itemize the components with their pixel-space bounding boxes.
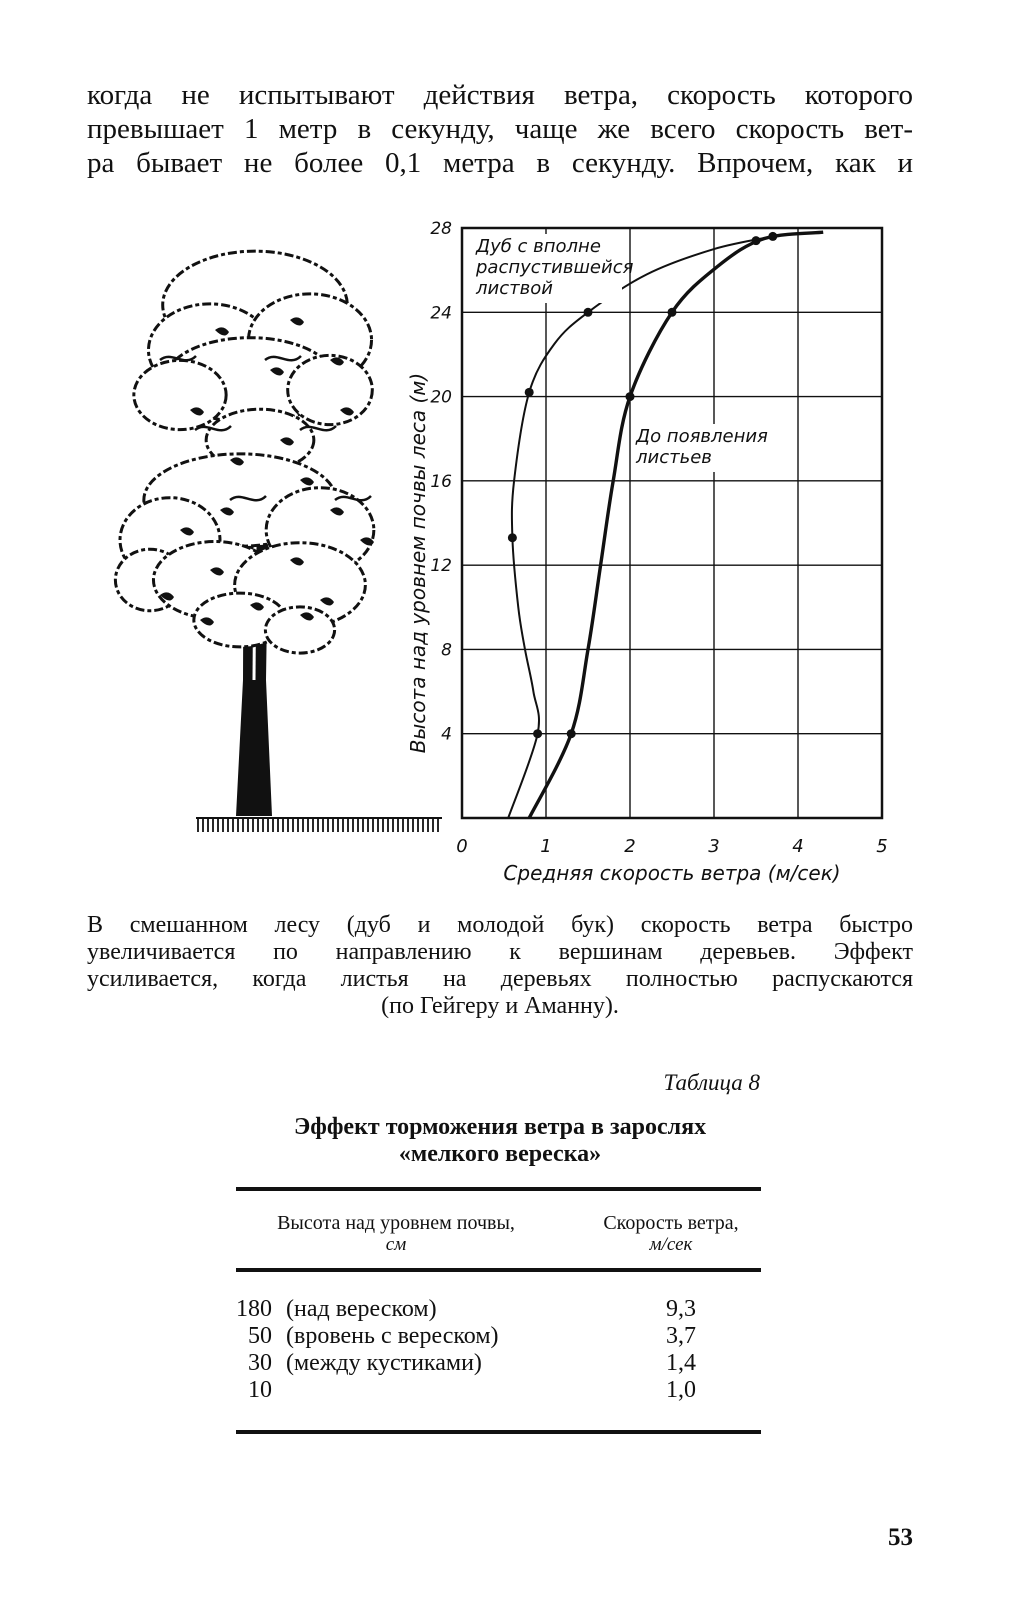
foliage-cluster [288,355,373,424]
data-point [525,388,534,397]
cell-height: 10 [248,1377,272,1403]
column-header-height [236,1212,556,1256]
y-tick-label: 16 [430,471,452,492]
table-title [200,1114,800,1168]
intro-line: ра бывает не более 0,1 метра в секунду. Впрочем, как и [87,147,913,179]
series-annotation: распустившейся [476,257,634,278]
y-tick-label: 24 [430,303,452,324]
figure-caption [87,912,913,1020]
cell-description: (между кустиками) [286,1350,482,1376]
column-header-label: Скорость ветра, [603,1212,739,1234]
chart-curves [508,232,823,818]
cell-height: 30 [248,1350,272,1376]
cell-speed: 3,7 [666,1323,696,1349]
data-point [752,236,761,245]
page-number: 53 [888,1524,913,1551]
y-tick-label: 28 [430,219,452,239]
column-header-speed [576,1212,766,1256]
cell-height: 180 [236,1296,272,1322]
y-tick-label: 4 [441,724,452,745]
cell-speed: 9,3 [666,1296,696,1322]
cell-description: (над вереском) [286,1296,437,1322]
x-tick-label: 1 [540,836,552,857]
y-tick-label: 8 [441,640,452,661]
table-row [236,1323,761,1350]
series-annotation: До появления [636,426,768,447]
ground-hatching [196,818,442,832]
x-axis-label: Средняя скорость ветра (м/сек) [503,861,841,885]
caption-line: усиливается, когда листья на деревьях полностью распускаются [87,966,913,992]
caption-line: (по Гейгеру и Аманну). [381,993,619,1019]
table-number: Таблица 8 [663,1070,760,1095]
series-line [508,236,773,818]
wind-chart-svg [0,210,1018,900]
series-annotation: листвой [476,278,553,299]
table-bottom-rule [236,1430,761,1434]
column-header-unit: см [385,1234,407,1255]
series-annotation: Дуб с вполне [476,236,601,257]
series-annotation: листьев [636,447,712,468]
table-header-rule [236,1268,761,1272]
y-tick-label: 12 [430,556,452,577]
data-point [508,533,517,542]
data-point [533,729,542,738]
table-title-line: «мелкого вереска» [398,1141,602,1167]
intro-line: когда не испытывают действия ветра, скорость которого [87,79,913,111]
caption-line: увеличивается по направлению к вершинам деревьев. Эффект [87,939,913,965]
caption-line: В смешанном лесу (дуб и молодой бук) скорость ветра быстро [87,912,913,938]
table-row [236,1377,761,1404]
foliage-cluster [134,360,226,429]
x-tick-label: 2 [624,836,636,857]
cell-speed: 1,4 [666,1350,696,1376]
table-body [236,1296,761,1404]
chart-labels [406,234,841,885]
x-tick-label: 5 [876,836,888,857]
x-tick-label: 4 [792,836,804,857]
foliage-cluster [265,607,334,653]
intro-paragraph [87,78,913,180]
column-header-label: Высота над уровнем почвы, [277,1212,515,1234]
cell-height: 50 [248,1323,272,1349]
intro-line: превышает 1 метр в секунду, чаще же всего скорость вет- [87,113,913,145]
data-point [668,308,677,317]
x-tick-label: 0 [456,836,468,857]
table-title-line: Эффект торможения ветра в зарослях [293,1114,707,1140]
cell-speed: 1,0 [666,1377,696,1403]
chart-tick-labels [430,219,887,857]
data-point [626,392,635,401]
data-point [567,729,576,738]
cell-description: (вровень с вереском) [286,1323,499,1349]
column-header-unit: м/сек [649,1234,693,1255]
y-axis-label: Высота над уровнем почвы леса (м) [406,372,430,754]
table-row [236,1296,761,1323]
data-point [584,308,593,317]
table-row [236,1350,761,1377]
tree-illustration [115,251,374,816]
table-top-rule [236,1187,761,1191]
x-tick-label: 3 [708,836,720,857]
y-tick-label: 20 [430,387,452,408]
wind-profile-figure [0,210,1018,900]
